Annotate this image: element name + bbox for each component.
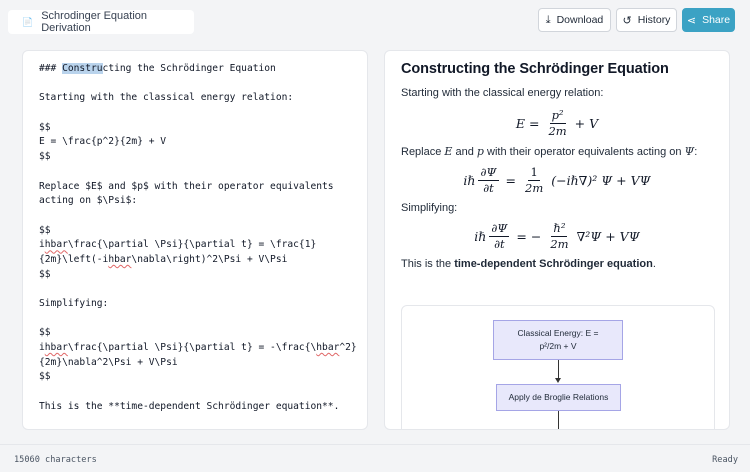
flow-node-classical-energy: Classical Energy: E = p²/2m + V [493,320,623,360]
editor-line: Simplifying: [39,298,109,309]
share-button[interactable] [682,8,735,32]
history-icon: ↺ [622,14,632,27]
flow-arrow-head-1 [555,378,561,383]
editor-line: ihbar\frac{\partial \Psi}{\partial t} = \frac{1} [39,239,317,251]
editor-line: $$ [39,327,51,339]
editor-line: ### Constructing the Schrödinger Equation [39,63,276,74]
download-label: Download [556,14,604,26]
document-title: Schrodinger Equation Derivation [41,10,148,34]
share-label: Share [702,14,731,26]
editor-line [39,312,367,327]
editor-line [39,106,367,121]
preview-paragraph-3: Simplifying: [401,202,458,214]
status-text: Ready [712,455,738,465]
editor-line: $$ [39,121,51,133]
document-icon: 📄 [22,16,34,27]
history-button[interactable] [616,8,677,32]
editor-line: $$ [39,268,51,280]
editor-line [39,165,367,180]
editor-line: This is the **time-dependent Schrödinger equation**. [39,400,340,412]
markdown-editor[interactable] [22,50,368,430]
top-bar [0,0,750,42]
editor-line: acting on $\Psi$: [39,195,138,207]
flow-node-de-broglie: Apply de Broglie Relations [496,384,621,411]
editor-line: E = \frac{p^2}{2m} + V [39,136,167,148]
equation-operator: iℏ $\frac{\partial\Psi}{\partial t}$ = $\frac{1}{2m}$ (−iℏ∇)² Ψ + VΨ [463,165,651,195]
preview-heading: Constructing the Schrödinger Equation [401,61,669,77]
share-icon: ⋖ [686,14,697,27]
editor-line: $$ [39,224,51,236]
preview-paragraph-2: Replace E and p with their operator equivalents acting on Ψ: [401,145,698,158]
preview-pane [384,50,730,430]
editor-line: Replace $E$ and $p$ with their operator equivalents [39,180,334,192]
status-bar [0,444,750,472]
editor-line [39,385,367,400]
flow-arrow-2 [558,411,559,430]
preview-paragraph-1: Starting with the classical energy relation: [401,87,604,99]
editor-line: Starting with the classical energy relation: [39,92,294,104]
editor-line: {2m}\nabla^2\Psi + V\Psi [39,356,178,368]
flowchart-diagram [401,305,715,430]
editor-line: $$ [39,371,51,383]
editor-line [39,77,367,92]
document-title-field[interactable] [8,10,194,34]
editor-line [39,282,367,297]
editor-line: {2m}\left(-ihbar\nabla\right)^2\Psi + V\Psi [39,253,288,265]
character-count: 15060 characters [14,455,97,465]
editor-line: $$ [39,151,51,163]
history-label: History [637,14,671,26]
download-button[interactable] [538,8,611,32]
editor-line: ihbar\frac{\partial \Psi}{\partial t} = -\frac{\hbar^2} [39,342,357,354]
preview-paragraph-4: This is the time-dependent Schrödinger equation. [401,258,656,270]
flow-arrow-1 [558,360,559,379]
download-icon: ⤓ [545,13,551,26]
editor-line [39,209,367,224]
equation-simplified: iℏ $\frac{\partial\Psi}{\partial t}$ = − $\frac{\text{ℏ²}}{2m}$ ∇²Ψ + VΨ [474,221,640,251]
equation-energy: E = $\frac{\text{p²}}{2m}$ + V [515,108,599,138]
